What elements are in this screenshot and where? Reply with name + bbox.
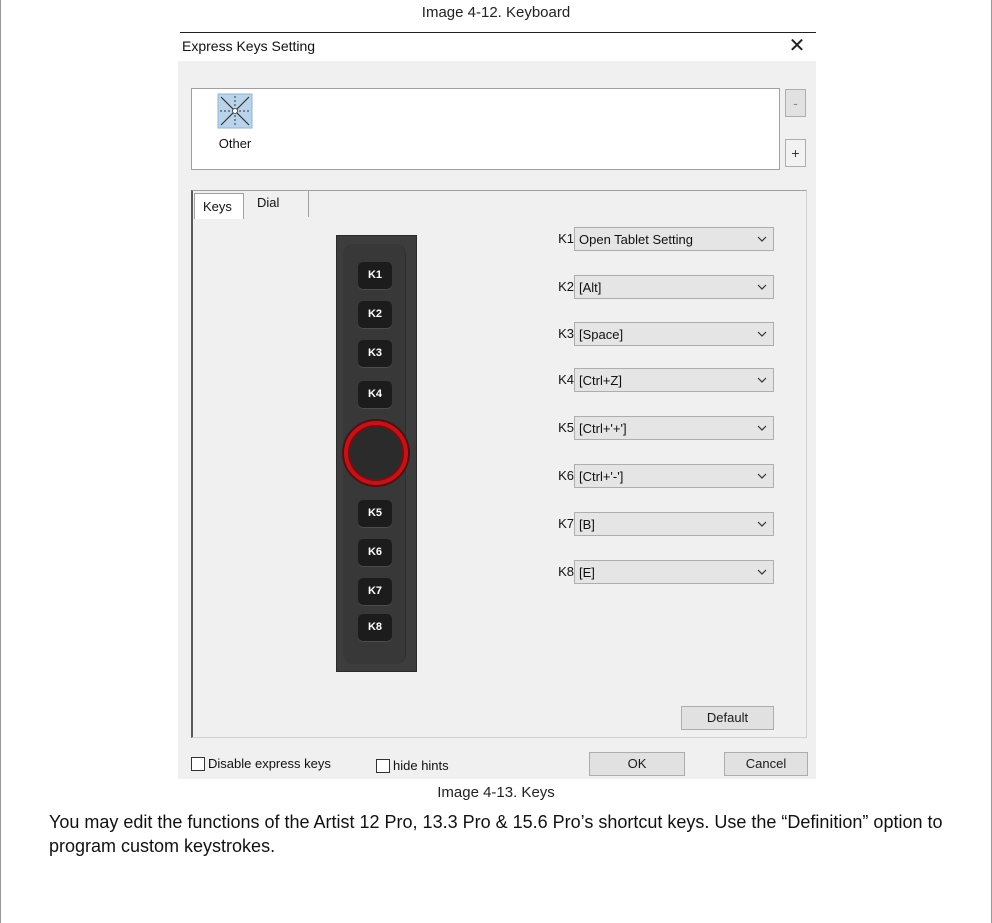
key-row-k1	[548, 227, 774, 251]
tab-keys[interactable]: Keys	[194, 193, 244, 219]
chevron-down-icon	[757, 472, 767, 480]
page-edge-left	[0, 0, 1, 923]
device-key-k5: K5	[358, 500, 392, 527]
device-key-k7: K7	[358, 578, 392, 605]
key-row-k2	[548, 275, 774, 299]
app-item-label: Other	[218, 136, 252, 151]
key-function-select-k1[interactable]	[574, 227, 774, 251]
key-function-select-k8[interactable]	[574, 560, 774, 584]
select-value: [E]	[579, 565, 595, 580]
device-key-k6: K6	[358, 539, 392, 566]
add-app-button[interactable]: +	[785, 139, 806, 167]
select-value: Open Tablet Setting	[579, 232, 693, 247]
caption-top: Image 4-12. Keyboard	[421, 4, 571, 21]
select-value: [Alt]	[579, 280, 602, 295]
chevron-down-icon	[757, 376, 767, 384]
cancel-button[interactable]: Cancel	[724, 752, 808, 776]
dialog-title: Express Keys Setting	[182, 38, 316, 54]
key-row-k4	[548, 368, 774, 392]
select-value: [Space]	[579, 327, 624, 342]
select-value: [B]	[579, 517, 595, 532]
key-label: K7	[558, 516, 574, 531]
checkbox-label: Disable express keys	[208, 756, 331, 771]
disable-express-keys-checkbox[interactable]	[191, 756, 331, 774]
key-label: K1	[558, 231, 574, 246]
device-dial	[344, 421, 408, 485]
device-key-k4: K4	[358, 381, 392, 408]
device-key-k2: K2	[358, 301, 392, 328]
key-label: K5	[558, 420, 574, 435]
key-label: K3	[558, 326, 574, 341]
checkbox-label: hide hints	[393, 758, 449, 773]
device-key-k8: K8	[358, 614, 392, 641]
chevron-down-icon	[757, 568, 767, 576]
key-row-k7	[548, 512, 774, 536]
app-item-other[interactable]	[212, 93, 258, 155]
chevron-down-icon	[757, 424, 767, 432]
dialog-titlebar	[178, 33, 816, 61]
key-row-k5	[548, 416, 774, 440]
checkbox-box[interactable]	[376, 759, 390, 773]
key-row-k3	[548, 322, 774, 346]
select-value: [Ctrl+Z]	[579, 373, 622, 388]
key-label: K4	[558, 372, 574, 387]
chevron-down-icon	[757, 520, 767, 528]
key-function-select-k2[interactable]	[574, 275, 774, 299]
ok-button[interactable]: OK	[589, 752, 685, 776]
key-label: K2	[558, 279, 574, 294]
instruction-paragraph: You may edit the functions of the Artist 12 Pro, 13.3 Pro & 15.6 Pro’s shortcut keys. Use the “Definition” option to program custom keystrokes.	[49, 812, 943, 856]
key-function-select-k6[interactable]	[574, 464, 774, 488]
close-button[interactable]: ✕	[788, 35, 806, 57]
hide-hints-checkbox[interactable]	[376, 758, 466, 776]
key-row-k6	[548, 464, 774, 488]
key-function-select-k4[interactable]	[574, 368, 774, 392]
key-label: K6	[558, 468, 574, 483]
remove-app-button[interactable]: -	[785, 89, 806, 117]
chevron-down-icon	[757, 235, 767, 243]
other-app-icon	[217, 93, 253, 129]
app-list	[191, 88, 780, 170]
express-keys-dialog	[178, 33, 816, 779]
caption-bottom: Image 4-13. Keys	[437, 784, 555, 801]
key-label: K8	[558, 564, 574, 579]
default-button[interactable]: Default	[681, 706, 774, 730]
select-value: [Ctrl+'-']	[579, 469, 624, 484]
key-function-select-k7[interactable]	[574, 512, 774, 536]
key-function-select-k5[interactable]	[574, 416, 774, 440]
chevron-down-icon	[757, 283, 767, 291]
select-value: [Ctrl+'+']	[579, 421, 627, 436]
checkbox-box[interactable]	[191, 757, 205, 771]
chevron-down-icon	[757, 330, 767, 338]
device-key-k1: K1	[358, 262, 392, 289]
key-function-select-k3[interactable]	[574, 322, 774, 346]
tablet-device-illustration	[336, 235, 417, 672]
tab-dial[interactable]: Dial	[249, 191, 309, 217]
key-row-k8	[548, 560, 774, 584]
device-key-k3: K3	[358, 340, 392, 367]
